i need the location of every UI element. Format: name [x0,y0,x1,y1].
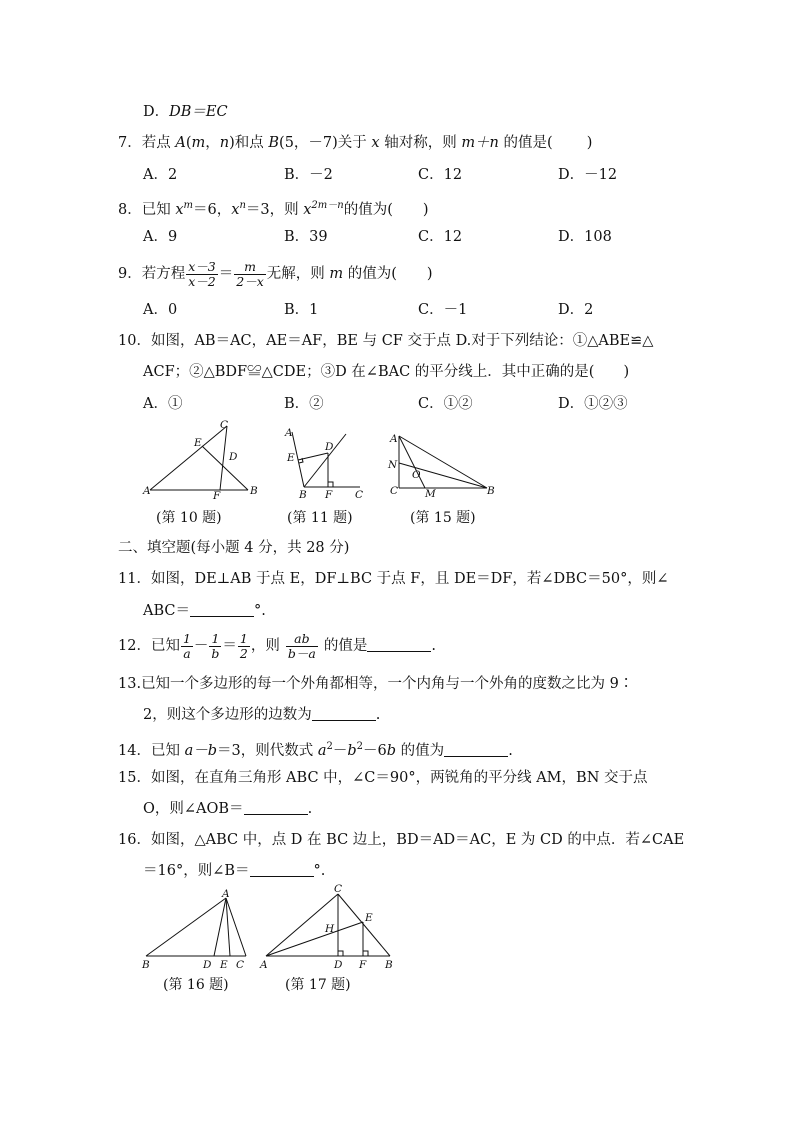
fig17-label-c: C [334,883,343,895]
fig16-label-c: C [236,959,245,971]
question-10: 10．如图，AB＝AC，AE＝AF，BE 与 CF 交于点 D.对于下列结论：①△ABE≌△ [118,333,654,349]
fig10-label-f: F [213,490,221,500]
fig10-label-e: E [194,437,202,449]
figure-10 [140,418,265,500]
fig11-label-c: C [355,489,364,501]
question-16-line2: ＝16°，则∠B＝ °. [143,863,326,879]
q8-option-d: D．108 [558,229,612,245]
q8-option-c: C．12 [418,229,463,245]
q10-option-b: B．② [284,396,324,412]
question-16: 16．如图，△ABC 中，点 D 在 BC 边上，BD＝AD＝AC，E 为 CD 的中点．若∠CAE [118,832,685,848]
caption-fig16: (第 16 题) [163,977,229,993]
q8-option-a: A．9 [143,229,178,245]
question-12: 12．已知 $\frac{1}{a}$ － $\frac{1}{b}$ ＝ $\frac{1}{2}$ ，则 $\frac{ab}{b-a}$ 的值是 . [118,630,436,661]
question-13-line2: 2，则这个多边形的边数为 . [143,707,381,723]
q16-answer-blank[interactable] [250,862,314,877]
question-9: 9．若方程 $\frac{x-3}{x-2}$ ＝ $\frac{m}{2-x}$ 无解，则 m 的值为( ) [118,258,433,289]
question-8: 8．已知 $x^m=6$，$x^n=3$，则 $x^{2m-n}$的值为( ) [118,200,429,218]
figure-11 [282,424,372,502]
q7-option-a: A．2 [143,167,178,183]
fig11-label-e: E [287,452,295,464]
q9-option-c: C．－1 [418,302,468,318]
fig10-label-a: A [143,485,151,497]
q6-option-d: D．DB＝EC [143,104,228,120]
q9-option-a: A．0 [143,302,178,318]
fig15-label-n: N [388,459,398,471]
fig11-label-d: D [325,441,334,453]
q9-option-d: D．2 [558,302,594,318]
fig17-label-b: B [385,959,393,971]
q15-answer-blank[interactable] [244,800,308,815]
fig16-label-e: E [220,959,228,971]
section-2-title: 二、填空题(每小题 4 分，共 28 分) [118,540,350,556]
q14-answer-blank[interactable] [444,742,508,757]
figure-17 [258,882,398,972]
q10-option-c: C．①② [418,396,473,412]
fig15-label-c: C [390,485,399,497]
fig11-label-b: B [299,489,307,501]
caption-fig15: (第 15 题) [410,510,476,526]
question-11-line2: ABC＝ °. [143,603,266,619]
q9-option-b: B．1 [284,302,319,318]
fig17-label-a: A [260,959,268,971]
fig17-label-e: E [365,912,373,924]
fig15-label-b: B [487,485,495,497]
fig16-label-b: B [142,959,150,971]
figure-16 [138,886,253,972]
fig10-label-c: C [220,419,229,431]
fig17-label-f: F [359,959,367,971]
question-7: 7．若点 A(m，n)和点 B(5，－7)关于 x 轴对称，则 m＋n 的值是( ) [118,135,593,151]
fig15-label-o: O [412,469,421,481]
fig16-label-d: D [203,959,212,971]
fig15-label-a: A [390,433,398,445]
q13-answer-blank[interactable] [312,706,376,721]
q7-option-c: C．12 [418,167,463,183]
question-15: 15．如图，在直角三角形 ABC 中，∠C＝90°，两锐角的平分线 AM，BN 交于点 [118,770,648,786]
fig15-label-m: M [425,488,436,500]
figure-15 [385,426,503,500]
question-13: 13.已知一个多边形的每一个外角都相等，一个内角与一个外角的度数之比为 9∶ [118,676,634,692]
fig10-label-b: B [250,485,258,497]
question-10-line2: ACF；②△BDF≌△CDE；③D 在∠BAC 的平分线上．其中正确的是( ) [143,364,630,380]
q7-option-b: B．－2 [284,167,333,183]
fig17-label-h: H [325,923,335,935]
q11-answer-blank[interactable] [190,602,254,617]
caption-fig10: (第 10 题) [156,510,222,526]
question-15-line2: O，则∠AOB＝ . [143,801,313,817]
caption-fig11: (第 11 题) [287,510,353,526]
q7-option-d: D．－12 [558,167,618,183]
caption-fig17: (第 17 题) [285,977,351,993]
fig11-label-f: F [325,489,333,501]
q10-option-a: A．① [143,396,183,412]
question-11: 11．如图，DE⊥AB 于点 E，DF⊥BC 于点 F，且 DE＝DF，若∠DBC＝50°，则∠ [118,571,669,587]
question-14: 14．已知 a－b＝3，则代数式 $a^2-b^2-6b$ 的值为 . [118,741,513,759]
q10-option-d: D．①②③ [558,396,628,412]
fig10-label-d: D [229,451,238,463]
fig16-label-a: A [222,888,230,900]
fig17-label-d: D [334,959,343,971]
fig11-label-a: A [285,427,293,439]
q8-option-b: B．39 [284,229,328,245]
q12-answer-blank[interactable] [367,637,431,652]
